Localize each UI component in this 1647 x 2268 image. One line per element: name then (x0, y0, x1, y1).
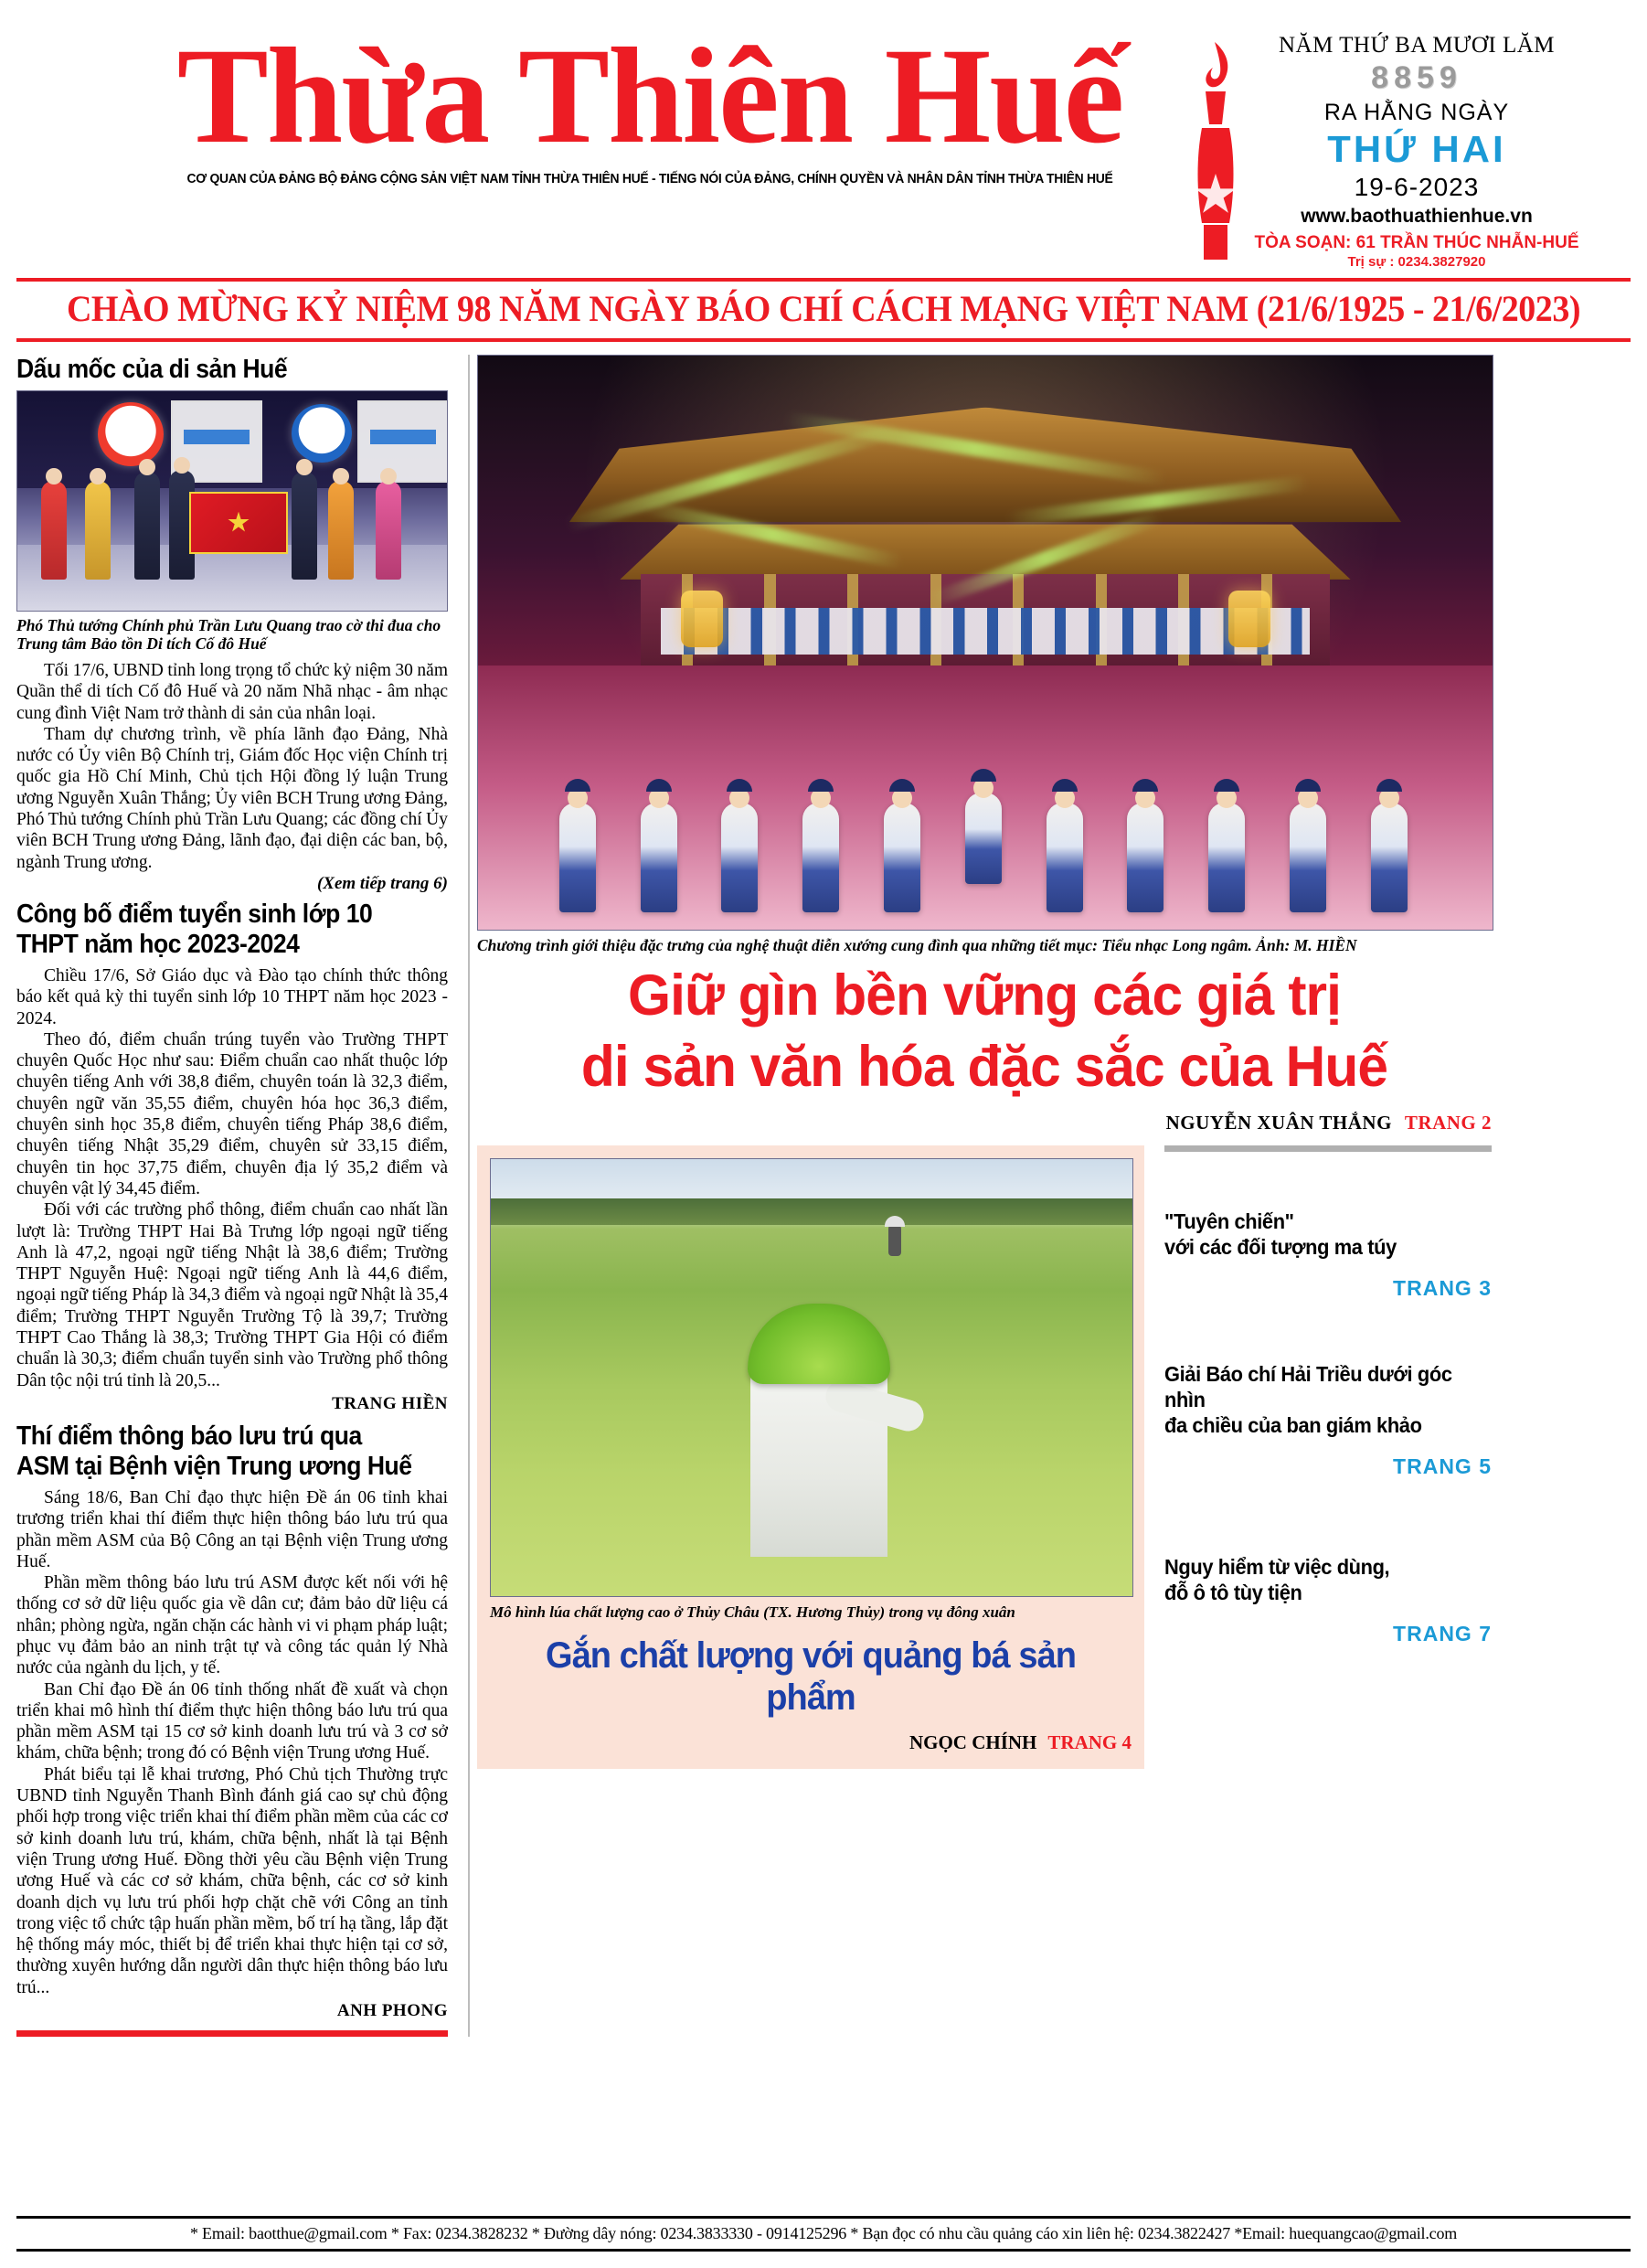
main-author: NGUYỄN XUÂN THẮNG (1165, 1112, 1392, 1134)
office-address: TÒA SOẠN: 61 TRẦN THÚC NHẪN-HUẾ (1254, 233, 1579, 252)
teaser-title-line2: đa chiều của ban giám khảo (1164, 1413, 1422, 1437)
article3-para1: Sáng 18/6, Ban Chỉ đạo thực hiện Đề án 06 tỉnh khai trương triển khai thí điểm thực hiện thông báo lưu trú qua phần mềm ASM của Bộ Công an tại Bệnh viện Trung ương Huế. (16, 1487, 448, 1571)
teaser-page-ref[interactable]: TRANG 7 (1393, 1622, 1492, 1645)
article3-headline[interactable]: Thí điểm thông báo lưu trú qua ASM tại Bệnh viện Trung ương Huế (16, 1421, 412, 1481)
anniversary-banner-text: CHÀO MỪNG KỶ NIỆM 98 NĂM NGÀY BÁO CHÍ CÁCH MẠNG VIỆT NAM (21/6/1925 - 21/6/2023) (66, 288, 1581, 329)
feature-article (477, 1145, 1144, 1769)
main-photo (477, 355, 1493, 931)
left-column (16, 355, 461, 2037)
article3-para3: Ban Chỉ đạo Đề án 06 tỉnh thống nhất đề xuất và chọn triển khai mô hình thí điểm thực hiện thông báo lưu trú qua phần mềm ASM tại 15 cơ sở kinh doanh lưu trú và 3 cơ sở khám, chữa bệnh; trong đó có Bệnh viện Trung ương Huế. (16, 1679, 448, 1763)
feature-headline[interactable]: Gắn chất lượng với quảng bá sản phẩm (546, 1635, 1076, 1718)
ceremony-figure (376, 481, 401, 580)
article1-para2: Tham dự chương trình, về phía lãnh đạo Đảng, Nhà nước có Ủy viên Bộ Chính trị, Giám đốc Học viện Chính trị quốc gia Hồ Chí Minh, Chủ tịch Hội đồng lý luận Trung ương Nguyễn Xuân Thắng; Ủy viên BCH Trung ương Đảng, Phó Thủ tướng Chính phủ Trần Lưu Quang; các đồng chí Ủy viên BCH Trung ương Đảng, lãnh đạo, đại diện các ban, bộ, ngành Trung ương. (16, 724, 448, 872)
teaser-title-line1: Giải Báo chí Hải Triều dưới góc nhìn (1164, 1362, 1452, 1411)
issue-number: 8859 (1371, 60, 1462, 95)
main-headline-line2[interactable]: di sản văn hóa đặc sắc của Huế (580, 1035, 1388, 1099)
admin-phone: Trị sự : 0234.3827920 (1347, 254, 1486, 270)
content-grid (16, 355, 1631, 2037)
teaser-title-line1: Nguy hiểm từ việc dùng, (1164, 1555, 1390, 1579)
footer-contact-text: * Email: baotthue@gmail.com * Fax: 0234.3828232 * Đường dây nóng: 0234.3833330 - 0914125296 * Bạn đọc có nhu cầu quảng cáo xin liên hệ: 0234.3822427 *Email: huequangcao@gmail.com (189, 2224, 1458, 2242)
article1-photo (16, 390, 448, 612)
article3-byline: ANH PHONG (336, 2001, 448, 2021)
masthead-subtitle: CƠ QUAN CỦA ĐẢNG BỘ ĐẢNG CỘNG SẢN VIỆT NAM TỈNH THỪA THIÊN HUẾ - TIẾNG NÓI CỦA ĐẢNG, CHÍNH QUYỀN VÀ NHÂN DÂN TỈNH THỪA THIÊN HUẾ (186, 172, 1113, 186)
article3-para4: Phát biểu tại lễ khai trương, Phó Chủ tịch Thường trực UBND tỉnh Nguyễn Thanh Bình đánh giá cao sự chủ động phối hợp trong việc triển khai thí điểm phần mềm của các cơ sở kinh doanh lưu trú, khám, chữa bệnh, nhất là tại Bệnh viện Trung ương Huế. Đồng thời yêu cầu Bệnh viện Trung ương Huế và các cơ sở khám, chữa bệnh, các cơ sở kinh doanh dịch vụ lưu trú phối hợp chặt chẽ với Công an tỉnh trong việc tổ chức tập huấn phần mềm, bố trí hạ tầng, lắp đặt hệ thống máy móc, thiết bị để triển khai thực hiện tại cơ sở, thường xuyên hướng dẫn người dân thực hiện thông báo lưu trú... (16, 1764, 448, 1997)
teaser-title-line2: đỗ ô tô tùy tiện (1164, 1581, 1302, 1604)
main-column (477, 355, 1492, 2037)
photo-treeline (491, 1198, 1132, 1225)
ceremony-figure (292, 472, 317, 580)
ceremony-figure (134, 472, 160, 580)
weekday-label: THỨ HAI (1327, 128, 1506, 170)
teaser-item[interactable] (1164, 1209, 1492, 1301)
left-column-red-rule (16, 2030, 448, 2037)
masthead-right (1225, 33, 1609, 270)
anniversary-logo-20 (292, 404, 352, 463)
article1-para1: Tối 17/6, UBND tỉnh long trọng tổ chức kỷ niệm 30 năm Quần thể di tích Cố đô Huế và 20 năm Nhã nhạc - âm nhạc cung đình Việt Nam trở thành di sản của nhân loại. (16, 661, 448, 723)
footer-rule-bottom (16, 2249, 1631, 2252)
teaser-item[interactable] (1164, 1554, 1492, 1646)
emulation-flag (189, 492, 288, 554)
article2-para2: Theo đó, điểm chuẩn trúng tuyển vào Trường THPT chuyên Quốc Học như sau: Điểm chuẩn cao nhất thuộc lớp chuyên tiếng Anh với 38,8 điểm, chuyên toán là 32,3 điểm, chuyên ngữ văn 35,55 điểm, chuyên hóa học 36,3 điểm, chuyên sinh học 35,8 điểm, chuyên tiếng Pháp 38,6 điểm, chuyên tiếng Nhật 35,29 điểm, chuyên sử 33,15 điểm, chuyên tin học 37,75 điểm, chuyên địa lý 35,2 điểm và chuyên vật lý 34,45 điểm. (16, 1029, 448, 1198)
publication-date: 19-6-2023 (1354, 173, 1480, 201)
article2-para3: Đối với các trường phổ thông, điểm chuẩn cao nhất lần lượt là: Trường THPT Hai Bà Trưng lớp ngoại ngữ tiếng Anh là 47,2, ngoại ngữ tiếng Nhật là 38,6 điểm; Trường THPT Nguyễn Huệ: Ngoại ngữ tiếng Anh là 44,6 điểm, ngoại ngữ tiếng Pháp là 34,3 điểm và ngoại ngữ Nhật là 35,4 điểm; Trường THPT Nguyễn Trường Tộ là 39,7; Trường THPT Cao Thắng là 38,3; Trường THPT Gia Hội có điểm chuẩn là 30,3; điểm chuẩn tuyển sinh vào Trường phổ thông Dân tộc nội trú tỉnh là 20,5... (16, 1200, 448, 1390)
feature-photo-caption: Mô hình lúa chất lượng cao ở Thủy Châu (TX. Hương Thủy) trong vụ đông xuân (490, 1603, 1015, 1621)
anniversary-banner (16, 278, 1631, 342)
feature-photo (490, 1158, 1133, 1597)
distant-farmer (888, 1225, 901, 1256)
article2-para1: Chiều 17/6, Sở Giáo dục và Đào tạo chính thức thông báo kết quả kỳ thi tuyển sinh lớp 10 THPT năm học 2023 - 2024. (16, 965, 448, 1028)
main-attribution (477, 1112, 1492, 1134)
feature-attribution (490, 1731, 1132, 1754)
teaser-top-rule (1164, 1145, 1492, 1152)
stage-panel-right (357, 400, 448, 483)
footer-rule-top (16, 2216, 1631, 2219)
masthead (0, 0, 1647, 274)
palace-banner-strip (661, 608, 1310, 654)
column-divider (468, 355, 470, 2037)
footer (16, 2216, 1631, 2252)
ceremony-figure (85, 481, 111, 580)
newspaper-title: Thừa Thiên Huế (176, 20, 1123, 172)
main-headline-line1[interactable]: Giữ gìn bền vững các giá trị (628, 964, 1341, 1028)
bottom-section (477, 1145, 1492, 1769)
teaser-title-line2: với các đối tượng ma túy (1164, 1235, 1397, 1259)
palace-roof (569, 408, 1401, 523)
anniversary-logo-30 (98, 402, 164, 466)
website-url[interactable]: www.baothuathienhue.vn (1301, 206, 1533, 227)
ceremony-figure (41, 481, 67, 580)
feature-page-ref[interactable]: TRANG 4 (1047, 1731, 1132, 1753)
farmer-hat (748, 1304, 890, 1384)
publication-year-line: NĂM THỨ BA MƯƠI LĂM (1278, 33, 1556, 58)
article2-byline: TRANG HIỀN (332, 1393, 448, 1413)
article2-headline[interactable]: Công bố điểm tuyển sinh lớp 10 THPT năm học 2023-2024 (16, 899, 373, 959)
main-photo-caption: Chương trình giới thiệu đặc trưng của nghệ thuật diễn xướng cung đình qua những tiết mục: Tiểu nhạc Long ngâm. Ảnh: M. HIỀN (477, 936, 1357, 954)
teaser-page-ref[interactable]: TRANG 3 (1393, 1276, 1492, 1300)
teaser-item[interactable] (1164, 1361, 1492, 1479)
teaser-title-line1: "Tuyên chiến" (1164, 1209, 1294, 1233)
teaser-page-ref[interactable]: TRANG 5 (1393, 1454, 1492, 1478)
article1-headline[interactable]: Dấu mốc của di sản Huế (16, 355, 288, 384)
feature-author: NGỌC CHÍNH (909, 1731, 1037, 1753)
article1-photo-caption: Phó Thủ tướng Chính phủ Trần Lưu Quang trao cờ thi đua cho Trung tâm Bảo tồn Di tích Cố đô Huế (16, 616, 441, 653)
article3-para2: Phần mềm thông báo lưu trú ASM được kết nối với hệ thống cơ sở dữ liệu quốc gia về dân cư; đảm bảo dữ liệu cá nhân; phòng ngừa, ngăn chặn các hành vi vi phạm pháp luật; phục vụ đảm bảo an ninh trật tự và công tác quản lý Nhà nước của ngành du lịch, y tế. (16, 1573, 448, 1678)
main-page-ref[interactable]: TRANG 2 (1404, 1112, 1492, 1134)
ceremony-figure (328, 481, 354, 580)
article1-continuation[interactable]: (Xem tiếp trang 6) (316, 873, 448, 893)
publication-frequency: RA HẰNG NGÀY (1323, 100, 1510, 125)
teaser-list (1144, 1145, 1492, 1769)
masthead-left (88, 20, 1212, 186)
